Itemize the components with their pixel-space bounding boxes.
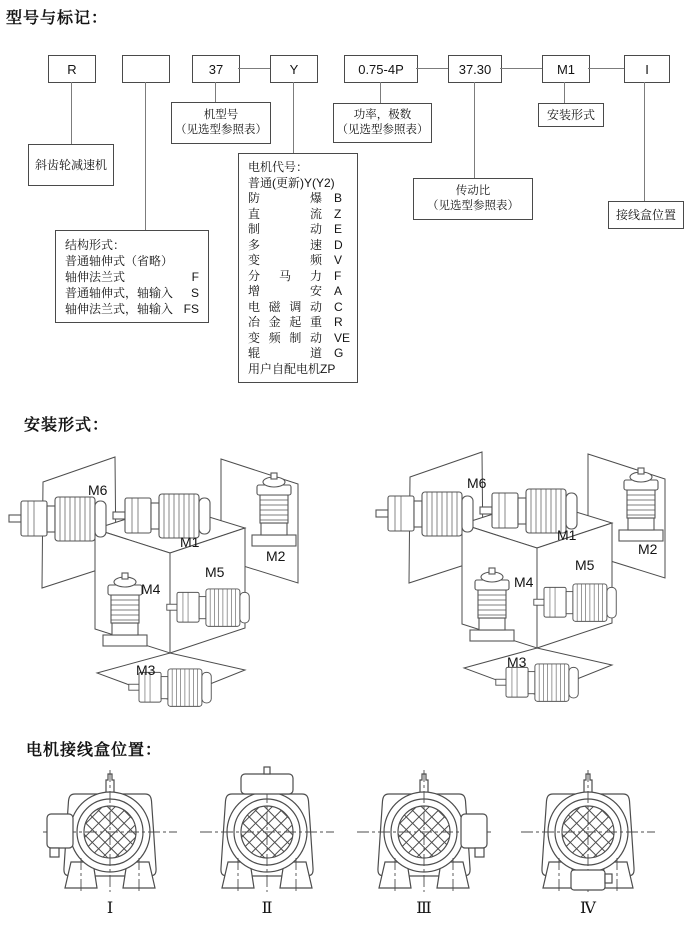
motor-code-row: 用户自配电机 ZP <box>248 361 336 376</box>
label-m6: M6 <box>88 482 108 498</box>
mounting-heading: 安装形式： <box>24 417 110 434</box>
connector <box>500 68 542 69</box>
motor-code-row: 多速 D <box>248 237 343 252</box>
connector <box>215 82 216 102</box>
code-box-structure <box>122 55 170 83</box>
connector <box>416 68 448 69</box>
label-m3: M3 <box>507 654 527 670</box>
motor-code-row: 防爆 B <box>248 191 343 205</box>
position-label-3: Ⅲ <box>416 898 432 917</box>
motor-code-row: 变频 V <box>248 253 343 267</box>
label-m4: M4 <box>514 574 534 590</box>
code-box-series: R <box>48 55 96 83</box>
callout-ratio-line1: 传动比 <box>455 185 491 197</box>
callout-terminal-text: 接线盒位置 <box>615 207 676 222</box>
motor-view-box-left <box>35 766 185 896</box>
motor-view-box-bottom <box>513 766 663 896</box>
connector <box>564 82 565 103</box>
connector <box>380 82 381 103</box>
callout-frame-line2: （见选型参照表） <box>175 124 267 136</box>
motor-code-row: 冶金起重 R <box>248 315 343 329</box>
callout-reducer <box>28 144 114 186</box>
connector <box>71 82 72 144</box>
position-label-1: Ⅰ <box>106 898 114 917</box>
callout-frame-size <box>171 102 271 144</box>
label-m5: M5 <box>575 557 595 573</box>
motor-code-row: 电磁调动 C <box>248 299 343 314</box>
callout-mounting <box>538 103 604 127</box>
motor-code-row: 直流 Z <box>248 206 342 221</box>
label-m3: M3 <box>136 662 156 678</box>
callout-ratio <box>413 178 533 220</box>
motor-code-row: 分马力 F <box>248 268 342 283</box>
label-m5: M5 <box>205 564 225 580</box>
motor-view-box-right <box>349 766 499 896</box>
motor-code-row: 变频制动 VE <box>248 330 351 345</box>
connector <box>588 68 624 69</box>
structure-row: 普通轴伸式（省略） <box>65 254 174 268</box>
code-box-power: 0.75-4P <box>344 55 418 83</box>
structure-row: 普通轴伸式，轴输入 S <box>65 286 199 300</box>
position-label-4: Ⅳ <box>580 898 596 917</box>
label-m4: M4 <box>141 581 161 597</box>
motor-code-title: 电机代号： <box>248 160 309 174</box>
callout-frame-line1: 机型号 <box>203 109 239 121</box>
callout-terminal-box <box>608 201 684 229</box>
connector <box>145 82 146 230</box>
structure-title: 结构形式： <box>65 238 126 252</box>
structure-row: 轴伸法兰式 F <box>65 270 199 284</box>
label-m2: M2 <box>638 541 658 557</box>
callout-power <box>333 103 432 143</box>
connector <box>644 82 645 201</box>
label-m6: M6 <box>467 475 487 491</box>
connector <box>238 68 270 69</box>
code-box-mounting: M1 <box>542 55 590 83</box>
motor-code-row: 增安 A <box>248 284 343 298</box>
position-label-2: Ⅱ <box>261 898 273 917</box>
code-box-ratio: 37.30 <box>448 55 502 83</box>
structure-row: 轴伸法兰式，轴输入 FS <box>65 302 199 316</box>
structure-type-list <box>55 230 209 323</box>
motor-code-list <box>238 153 358 383</box>
callout-power-line2: （见选型参照表） <box>336 124 429 136</box>
terminal-heading: 电机接线盒位置： <box>26 742 163 759</box>
junction-box-top <box>241 767 293 794</box>
callout-reducer-text: 斜齿轮减速机 <box>34 157 107 172</box>
page-title: 型号与标记： <box>6 10 109 27</box>
label-m1: M1 <box>180 534 200 550</box>
connector <box>293 82 294 153</box>
motor-view-box-top <box>192 766 342 896</box>
mounting-diagram-left <box>5 435 350 740</box>
callout-mounting-text: 安装形式 <box>546 107 595 122</box>
callout-power-line1: 功率，极数 <box>353 109 412 121</box>
mounting-diagram-right <box>372 430 700 735</box>
motor-code-row: 辊道 G <box>248 346 344 360</box>
code-box-terminal: I <box>624 55 670 83</box>
code-box-motor: Y <box>270 55 318 83</box>
motor-code-row: 普通(更新) Y(Y2) <box>248 175 335 190</box>
callout-ratio-line2: （见选型参照表） <box>427 200 519 212</box>
connector <box>474 82 475 178</box>
motor-code-row: 制动 E <box>248 222 343 236</box>
code-box-frame: 37 <box>192 55 240 83</box>
label-m1: M1 <box>557 527 577 543</box>
label-m2: M2 <box>266 548 286 564</box>
